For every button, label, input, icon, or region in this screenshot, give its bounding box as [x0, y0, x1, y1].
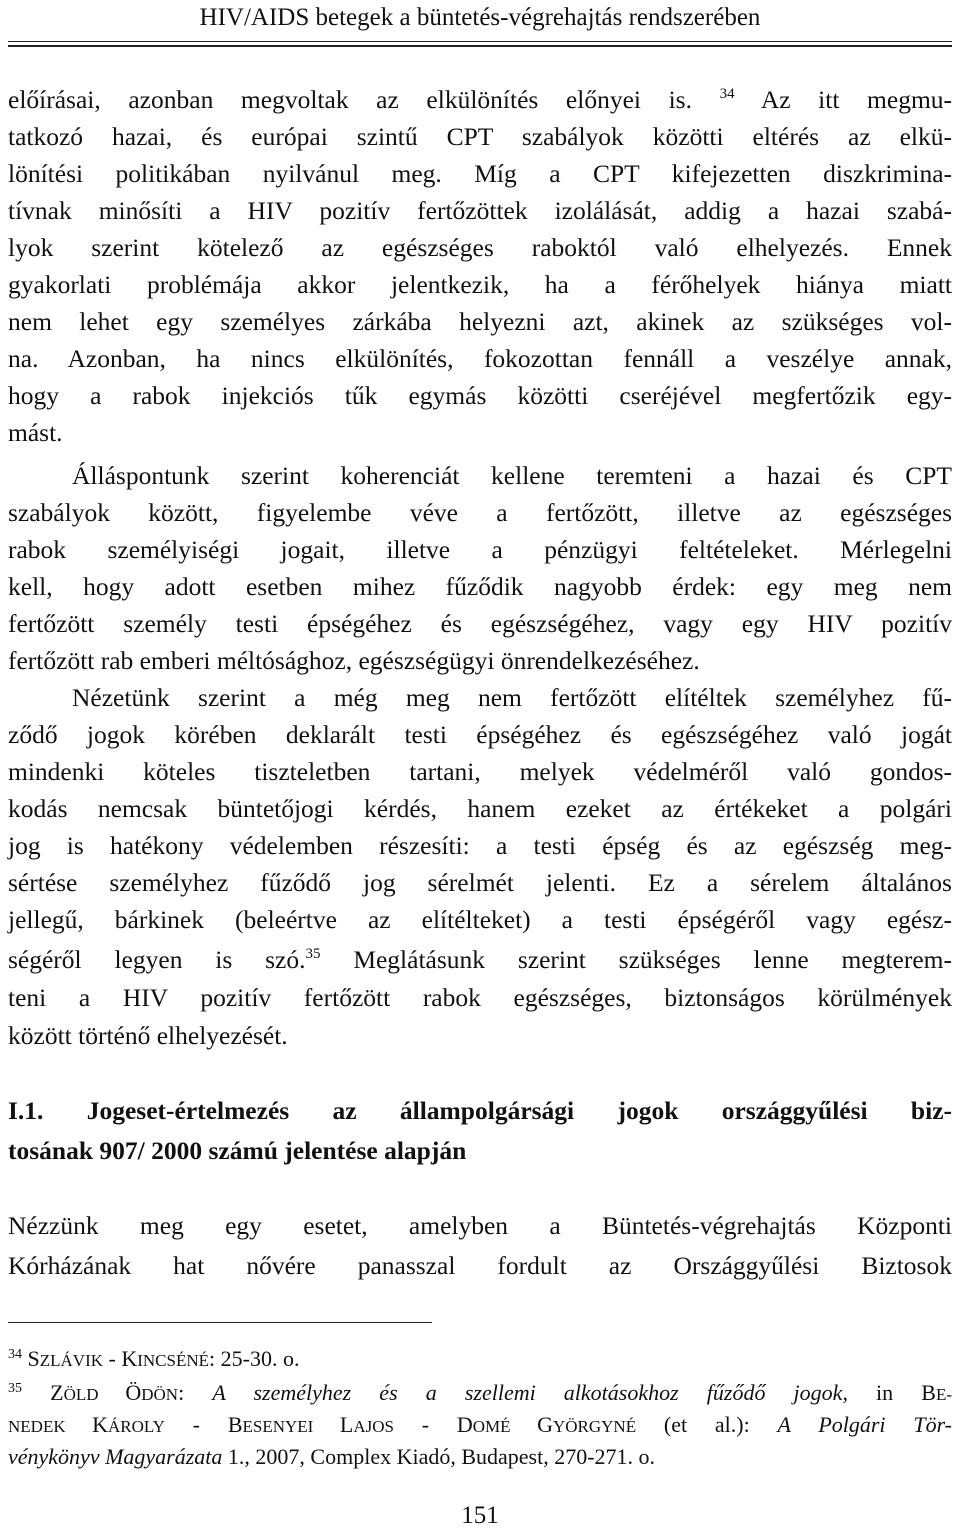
body-line: ződő jogok körében deklarált testi épségéhez és egészségéhez való jogát — [8, 720, 952, 749]
page-number: 151 — [461, 1502, 499, 1529]
body-line: fertőzött rab emberi méltósághoz, egészségügyi önrendelkezéséhez. — [8, 646, 700, 675]
body-line: gyakorlati problémája akkor jelentkezik, ha a férőhelyek hiánya miatt — [8, 270, 952, 299]
body-line: jellegű, bárkinek (beleértve az elítélteket) a testi épségéről vagy egész- — [8, 905, 952, 934]
body-line: kell, hogy adott esetben mihez fűződik nagyobb érdek: egy meg nem — [8, 572, 952, 601]
body-line: Kórházának hat nővére panasszal fordult az Országgyűlési Biztosok — [8, 1251, 952, 1280]
footnote-35: $^{35}$ ZÖLD ÖDÖN: A személyhez és a szellemi alkotásokhoz fűződő jogok, in BE- — [8, 1380, 952, 1405]
footnote-ref-34: 34 — [719, 86, 735, 102]
header-rule-thick — [8, 45, 952, 47]
body-line: na. Azonban, ha nincs elkülönítés, fokozottan fennáll a veszélye annak, — [8, 344, 952, 373]
footnote-35-cont: NEDEK KÁROLY - BESENYEI LAJOS - DOMÉ GYÖRGYNÉ (et al.): A Polgári Tör- — [8, 1412, 953, 1437]
section-heading-line: tosának 907/ 2000 számú jelentése alapján — [8, 1136, 467, 1165]
body-line: teni a HIV pozitív fertőzött rabok egészséges, biztonságos körülmények — [8, 983, 952, 1012]
body-line: mást. — [8, 418, 63, 447]
body-line: lönítési politikában nyilvánul meg. Míg a CPT kifejezetten diszkrimina- — [8, 159, 952, 188]
body-line: szabályok között, figyelembe véve a fertőzött, illetve az egészséges — [8, 498, 952, 527]
body-line: előírásai, azonban megvoltak az elkülönítés előnyei is. $^{34}$ Az itt megmu- — [8, 85, 953, 114]
body-line: tívnak minősíti a HIV pozitív fertőzöttek izolálását, addig a hazai szabá- — [8, 196, 952, 225]
body-line: lyok szerint kötelező az egészséges raboktól való elhelyezés. Ennek — [8, 233, 952, 262]
footnote-ref-35: 35 — [305, 946, 321, 962]
body-line: tatkozó hazai, és európai szintű CPT szabályok közötti eltérés az elkü- — [8, 122, 952, 151]
body-line: fertőzött személy testi épségéhez és egészségéhez, vagy egy HIV pozitív — [8, 609, 952, 638]
body-line: jog is hatékony védelemben részesíti: a testi épség és az egészség meg- — [8, 831, 952, 860]
body-line: Álláspontunk szerint koherenciát kellene teremteni a hazai és CPT — [72, 461, 952, 490]
footnote-34: $^{34}$ SZLÁVIK - KINCSÉNÉ: 25-30. o. — [8, 1346, 300, 1371]
body-line: Nézetünk szerint a még meg nem fertőzött elítéltek személyhez fű- — [72, 683, 952, 712]
footnote-separator — [8, 1322, 432, 1323]
body-line: között történő elhelyezését. — [8, 1021, 288, 1050]
body-line: kodás nemcsak büntetőjogi kérdés, hanem ezeket az értékeket a polgári — [8, 794, 952, 823]
footnote-35-cont: vénykönyv Magyarázata 1., 2007, Complex Kiadó, Budapest, 270-271. o. — [8, 1444, 656, 1469]
body-line: ségéről legyen is szó.$^{35}$ Meglátásunk szerint szükséges lenne megterem- — [8, 945, 952, 974]
body-line: nem lehet egy személyes zárkába helyezni azt, akinek az szükséges vol- — [8, 307, 952, 336]
running-header: HIV/AIDS betegek a büntetés-végrehajtás rendszerében — [199, 4, 761, 31]
header-rule-thin — [8, 41, 952, 42]
section-heading-line: I.1. Jogeset-értelmezés az állampolgársági jogok országgyűlési biz- — [8, 1096, 952, 1125]
body-line: Nézzünk meg egy esetet, amelyben a Büntetés-végrehajtás Központi — [8, 1211, 952, 1240]
body-line: sértése személyhez fűződő jog sérelmét jelenti. Ez a sérelem általános — [8, 868, 952, 897]
body-line: rabok személyiségi jogait, illetve a pénzügyi feltételeket. Mérlegelni — [8, 535, 952, 564]
body-line: hogy a rabok injekciós tűk egymás közötti cseréjével megfertőzik egy- — [8, 381, 952, 410]
body-line: mindenki köteles tiszteletben tartani, melyek védelméről való gondos- — [8, 757, 952, 786]
